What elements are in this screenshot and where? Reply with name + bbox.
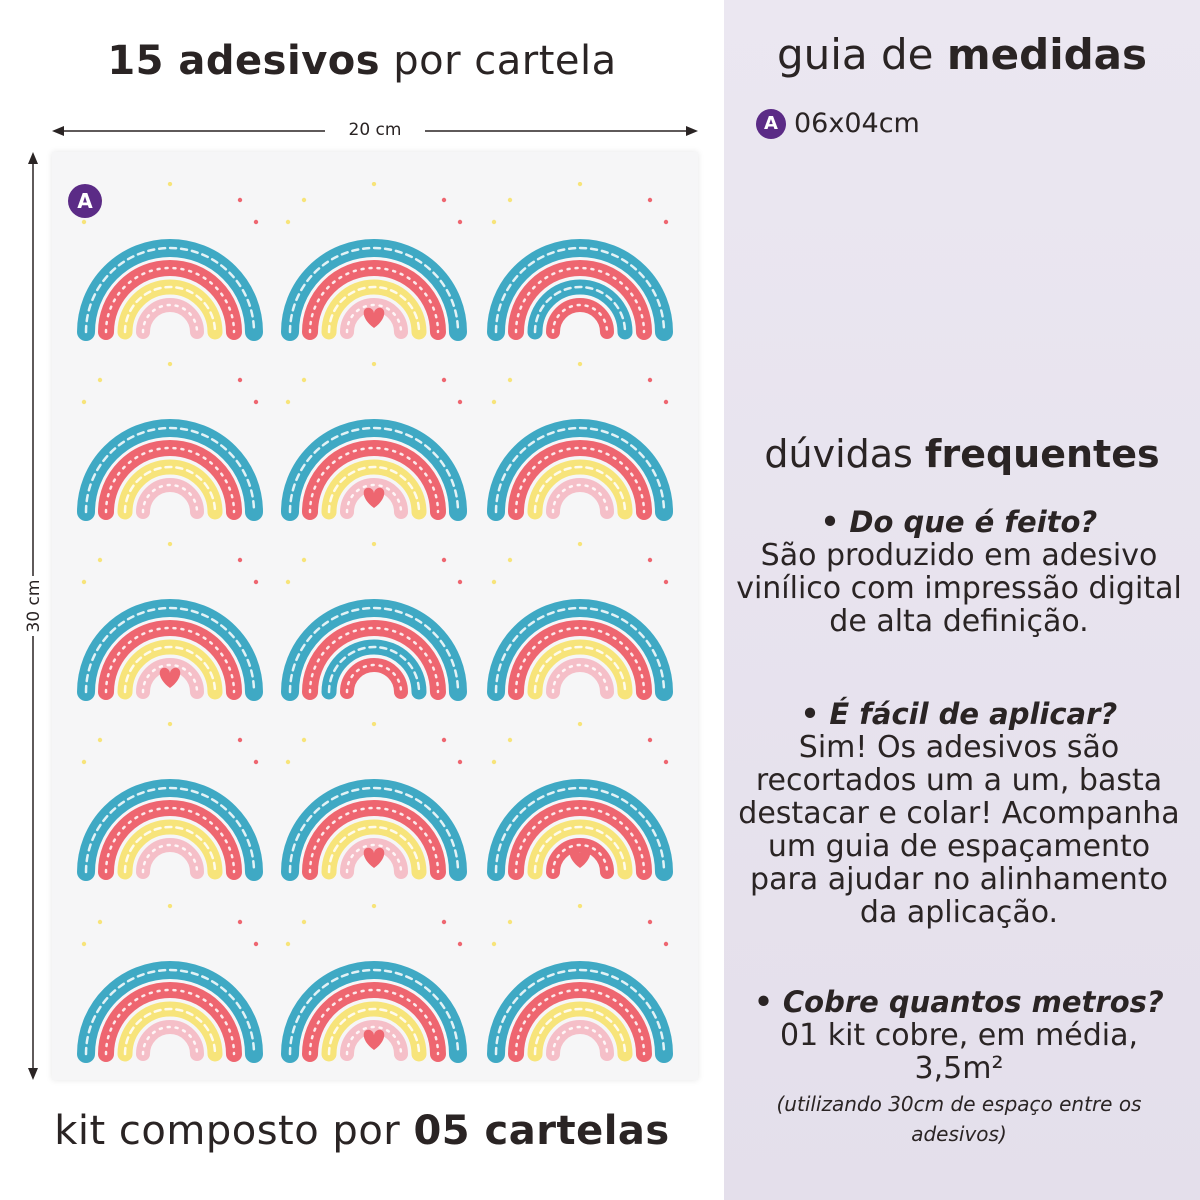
faq-item-application <box>734 698 1184 929</box>
kit-composition-title <box>0 1108 724 1154</box>
sheet-size-badge: A <box>68 184 102 218</box>
rainbow-sticker <box>70 904 270 1064</box>
faq-note: (utilizando 30cm de espaço entre os adesivos) <box>776 1092 1142 1146</box>
height-label: 30 cm <box>24 576 44 636</box>
faq-item-coverage <box>734 986 1184 1149</box>
rainbow-sticker <box>480 722 680 882</box>
rainbow-sticker <box>70 362 270 522</box>
faq-title-bold: frequentes <box>924 432 1160 476</box>
sticker-size: 06x04cm <box>794 108 920 139</box>
faq-answer: 01 kit cobre, em média, 3,5m² <box>779 1018 1138 1086</box>
rainbow-sticker <box>274 722 474 882</box>
faq-question: • Do que é feito? <box>820 505 1098 539</box>
guide-title-bold: medidas <box>946 30 1147 79</box>
rainbow-sticker <box>274 362 474 522</box>
kit-count: 05 cartelas <box>413 1108 670 1154</box>
rainbow-sticker <box>274 904 474 1064</box>
rainbow-sticker <box>480 542 680 702</box>
faq-question: • É fácil de aplicar? <box>800 697 1118 731</box>
rainbow-sticker <box>480 182 680 342</box>
measurement-row <box>756 108 920 139</box>
faq-item-material <box>734 506 1184 638</box>
faq-title <box>724 432 1200 476</box>
rainbow-sticker <box>274 542 474 702</box>
guide-title-prefix: guia de <box>776 30 947 79</box>
size-badge: A <box>756 109 786 139</box>
faq-answer: São produzido em adesivo vinílico com impressão digital de alta definição. <box>736 538 1182 639</box>
width-label: 20 cm <box>325 120 425 140</box>
measurement-guide-title <box>724 30 1200 79</box>
rainbow-sticker <box>480 362 680 522</box>
stickers-per-sheet-title <box>0 38 724 84</box>
rainbow-sticker <box>70 542 270 702</box>
rainbow-sticker <box>274 182 474 342</box>
sticker-count: 15 adesivos <box>107 38 381 84</box>
faq-answer: Sim! Os adesivos são recortados um a um, basta destacar e colar! Acompanha um guia de espaçamento para ajudar no alinhamento da aplicação. <box>738 730 1180 930</box>
kit-prefix: kit composto por <box>54 1108 414 1154</box>
sticker-grid <box>52 152 698 1080</box>
faq-title-prefix: dúvidas <box>764 432 925 476</box>
faq-question: • Cobre quantos metros? <box>754 985 1164 1019</box>
sticker-count-suffix: por cartela <box>380 38 617 84</box>
rainbow-sticker <box>480 904 680 1064</box>
rainbow-sticker <box>70 722 270 882</box>
